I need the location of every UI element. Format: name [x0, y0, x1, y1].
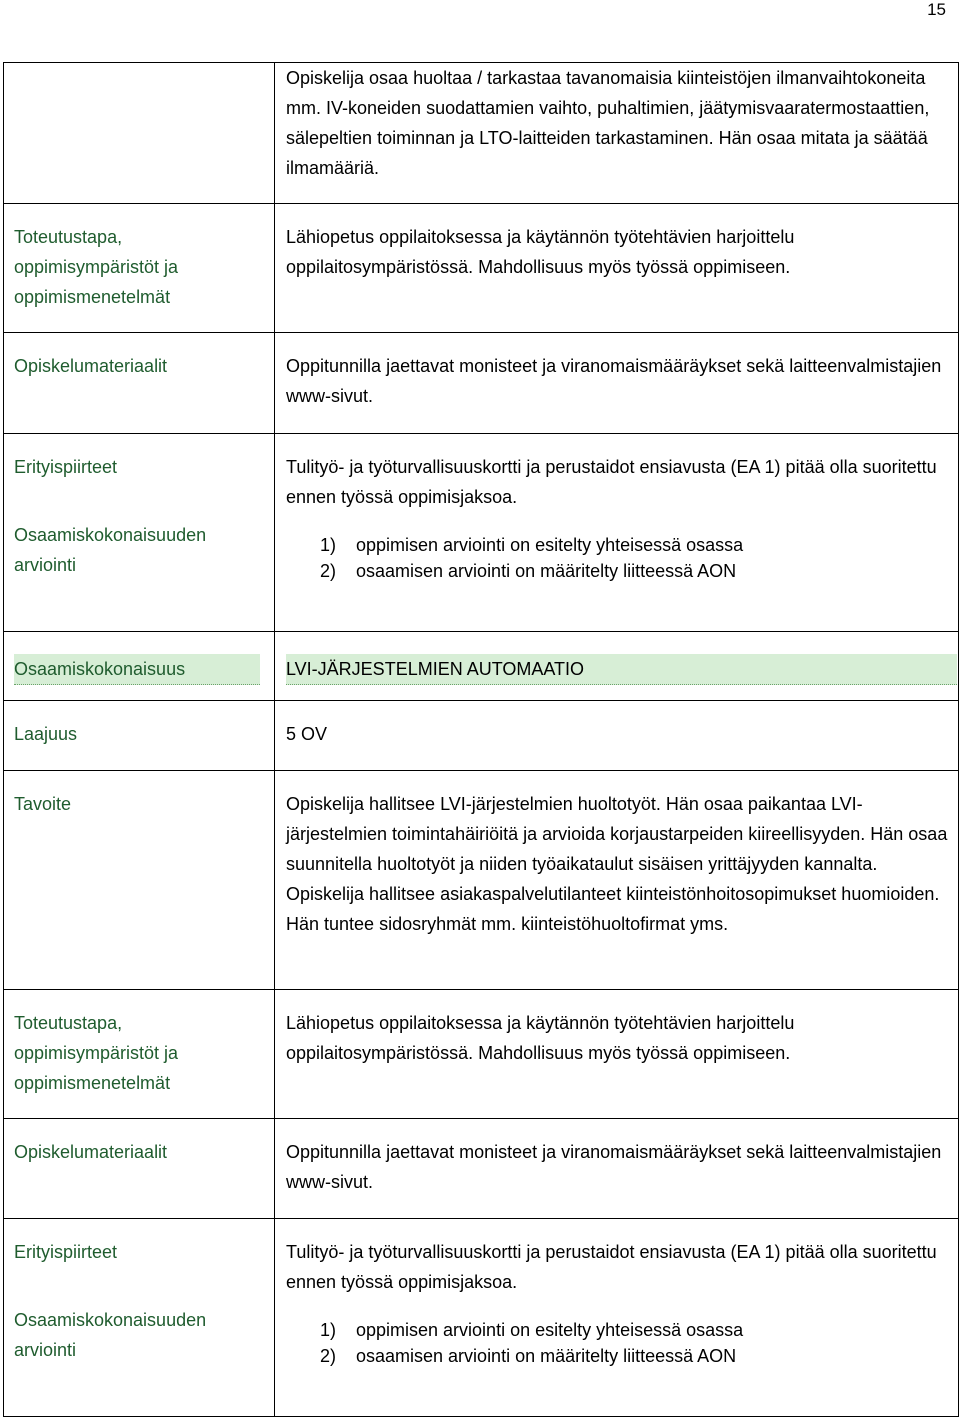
value-cell [275, 204, 959, 333]
row-label: Tavoite [14, 794, 72, 814]
row-label: Erityispiirteet [14, 457, 118, 477]
section-label: Osaamiskokonaisuus [14, 654, 260, 685]
row-label: Opiskelumateriaalit [14, 356, 168, 376]
label-cell [4, 333, 275, 434]
value-cell [275, 1119, 959, 1219]
label-cell [4, 632, 275, 701]
row-value: 5 OV [286, 724, 328, 744]
row-label: Toteutustapa, oppimisympäristöt ja oppimismenetelmät [14, 227, 179, 307]
row-label: Erityispiirteet [14, 1242, 118, 1262]
row-sublabel: Osaamiskokonaisuuden arviointi [14, 1310, 207, 1360]
label-cell [4, 771, 275, 990]
value-cell [275, 990, 959, 1119]
row-value: Oppitunnilla jaettavat monisteet ja viranomaismääräykset sekä laitteenvalmistajien www-sivut. [286, 356, 942, 406]
value-cell [275, 434, 959, 632]
list-text: osaamisen arviointi on määritelty liitteessä AON [356, 561, 737, 581]
list-text: oppimisen arviointi on esitelty yhteisessä osassa [356, 1320, 744, 1340]
label-cell [4, 990, 275, 1119]
row-sublabel: Osaamiskokonaisuuden arviointi [14, 525, 207, 575]
table-row [4, 1219, 959, 1417]
row-value: Lähiopetus oppilaitoksessa ja käytännön työtehtävien harjoittelu oppilaitosympäristössä. Mahdollisuus myös työssä oppimiseen. [286, 1013, 795, 1063]
list-number: 1) [320, 535, 337, 555]
row-label: Laajuus [14, 724, 78, 744]
table-row [4, 632, 959, 701]
row-value: Opiskelija hallitsee LVI-järjestelmien huoltotyöt. Hän osaa paikantaa LVI-järjestelmien toimintahäiriöitä ja arvioida korjaustarpeiden kiireellisyyden. Hän osaa suunnitella huoltotyöt ja niiden työaikataulut sisäisen yrittäjyyden kannalta. Opiskelija hallitsee asiakaspalvelutilanteet kiinteistönhoitosopimukset huomioiden. Hän tuntee sidosryhmät mm. kiinteistöhuoltofirmat yms. [286, 794, 948, 934]
list-text: oppimisen arviointi on esitelty yhteisessä osassa [356, 535, 744, 555]
description-text: Opiskelija osaa huoltaa / tarkastaa tavanomaisia kiinteistöjen ilmanvaihtokoneita mm. IV-koneiden suodattamien vaihto, puhaltimien, jäätymisvaaratermostaattien, sälepeltien toiminnan ja LTO-laitteiden tarkastaminen. Hän osaa mitata ja säätää ilmamääriä. [286, 68, 930, 178]
value-cell [275, 333, 959, 434]
table-row [4, 333, 959, 434]
empty-label-cell [4, 63, 275, 204]
table-row [4, 701, 959, 771]
label-cell [4, 434, 275, 632]
table-row [4, 771, 959, 990]
table-row [4, 63, 959, 204]
list-item [286, 1343, 948, 1369]
row-value: Oppitunnilla jaettavat monisteet ja viranomaismääräykset sekä laitteenvalmistajien www-sivut. [286, 1142, 942, 1192]
list-item [286, 558, 948, 584]
label-cell [4, 1219, 275, 1417]
row-value: Tulityö- ja työturvallisuuskortti ja perustaidot ensiavusta (EA 1) pitää olla suoritettu ennen työssä oppimisjaksoa. [286, 457, 937, 507]
assessment-list [286, 532, 948, 584]
row-value: Lähiopetus oppilaitoksessa ja käytännön työtehtävien harjoittelu oppilaitosympäristössä. Mahdollisuus myös työssä oppimiseen. [286, 227, 795, 277]
list-text: osaamisen arviointi on määritelty liitteessä AON [356, 1346, 737, 1366]
list-number: 2) [320, 1346, 337, 1366]
course-table [3, 62, 959, 1417]
table-row [4, 204, 959, 333]
list-number: 1) [320, 1320, 337, 1340]
row-label: Toteutustapa, oppimisympäristöt ja oppimismenetelmät [14, 1013, 179, 1093]
table-row [4, 990, 959, 1119]
label-cell [4, 1119, 275, 1219]
value-cell [275, 701, 959, 771]
list-item [286, 1317, 948, 1343]
value-cell [275, 632, 959, 701]
label-cell [4, 701, 275, 771]
value-cell [275, 1219, 959, 1417]
table-row [4, 1119, 959, 1219]
list-item [286, 532, 948, 558]
row-value: Tulityö- ja työturvallisuuskortti ja perustaidot ensiavusta (EA 1) pitää olla suoritettu ennen työssä oppimisjaksoa. [286, 1242, 937, 1292]
label-cell [4, 204, 275, 333]
section-title: LVI-JÄRJESTELMIEN AUTOMAATIO [286, 654, 957, 685]
value-cell [275, 771, 959, 990]
page-number: 15 [927, 0, 946, 19]
value-cell [275, 63, 959, 204]
table-row [4, 434, 959, 632]
assessment-list [286, 1317, 948, 1369]
row-label: Opiskelumateriaalit [14, 1142, 168, 1162]
list-number: 2) [320, 561, 337, 581]
